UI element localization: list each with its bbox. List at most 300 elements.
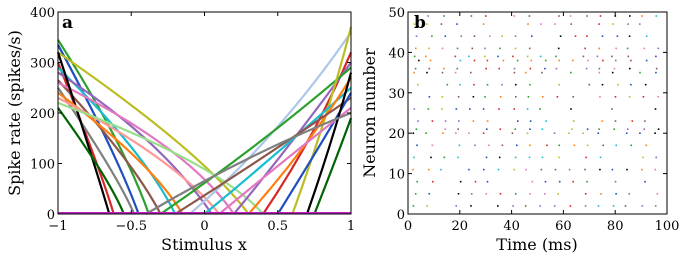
y-tick-label: 50 (388, 6, 405, 21)
spike-dot (642, 205, 644, 207)
spike-dot (555, 169, 557, 171)
spike-dot (425, 56, 427, 58)
x-tick-label: 0 (200, 219, 209, 234)
spike-dot (602, 60, 604, 62)
spike-dot (488, 145, 490, 147)
spike-dot (416, 181, 418, 183)
spike-dot (513, 169, 515, 171)
spike-dot (487, 84, 489, 86)
spike-dot (560, 35, 562, 37)
spike-dot (598, 48, 600, 50)
spike-dot (460, 35, 462, 37)
spike-dot (442, 96, 444, 98)
spike-dot (512, 56, 514, 58)
spike-dot (599, 72, 601, 74)
spike-dot (426, 23, 428, 25)
spike-dot (413, 72, 415, 74)
spike-dot (485, 68, 487, 70)
spike-dot (612, 72, 614, 74)
spike-dot (529, 15, 531, 17)
spike-dot (654, 132, 656, 134)
spike-dot (642, 157, 644, 159)
spike-dot (445, 35, 447, 37)
spike-dot (429, 193, 431, 195)
spike-dot (570, 205, 572, 207)
spike-dot (512, 132, 514, 134)
spike-dot (656, 15, 658, 17)
spike-dot (574, 145, 576, 147)
spike-dot (426, 205, 428, 207)
spike-dot (529, 48, 531, 50)
x-tick-label: −0.5 (115, 219, 148, 234)
spike-dot (515, 193, 517, 195)
spike-dot (615, 96, 617, 98)
spike-dot (630, 84, 632, 86)
panel-b-y-ticks (388, 6, 667, 223)
spike-dot (530, 68, 532, 70)
spike-dot (555, 56, 557, 58)
spike-dot (413, 205, 415, 207)
spike-dot (558, 84, 560, 86)
spike-dot (639, 23, 641, 25)
spike-dot (474, 35, 476, 37)
spike-dot (443, 15, 445, 17)
spike-dot (597, 56, 599, 58)
spike-dot (430, 60, 432, 62)
spike-dot (486, 193, 488, 195)
spike-dot (468, 169, 470, 171)
spike-dot (474, 60, 476, 62)
spike-dot (627, 48, 629, 50)
spike-dot (515, 84, 517, 86)
spike-dot (428, 169, 430, 171)
panel-b-axes-frame (408, 12, 667, 214)
spike-dot (483, 108, 485, 110)
spike-dot (600, 15, 602, 17)
spike-dot (545, 120, 547, 122)
spike-dot (445, 128, 447, 130)
y-tick-label: 0 (396, 208, 405, 223)
spike-dot (655, 157, 657, 159)
y-tick-label: 40 (388, 46, 405, 62)
spike-dot (429, 96, 431, 98)
spike-dot (459, 145, 461, 147)
spike-dot (512, 205, 514, 207)
spike-dot (541, 169, 543, 171)
spike-dot (515, 96, 517, 98)
spike-dot (657, 193, 659, 195)
spike-dot (586, 15, 588, 17)
panel-a-chart (5, 6, 355, 254)
spike-dot (540, 56, 542, 58)
spike-dot (457, 128, 459, 130)
spike-dot (529, 193, 531, 195)
spike-dot (471, 193, 473, 195)
spike-dot (426, 72, 428, 74)
spike-dot (444, 157, 446, 159)
x-tick-label: 40 (503, 219, 520, 234)
spike-dot (617, 84, 619, 86)
spike-dot (589, 84, 591, 86)
spike-dot (531, 35, 533, 37)
spike-dot (525, 205, 527, 207)
spike-dot (501, 84, 503, 86)
spike-dot (425, 132, 427, 134)
spike-dot (585, 157, 587, 159)
spike-dot (489, 35, 491, 37)
spike-dot (445, 120, 447, 122)
spike-dot (626, 169, 628, 171)
spike-dot (570, 23, 572, 25)
spike-dot (554, 205, 556, 207)
spike-dot (602, 120, 604, 122)
spike-dot (598, 128, 600, 130)
spike-dot (500, 96, 502, 98)
spike-dot (515, 35, 517, 37)
spike-dot (646, 145, 648, 147)
spike-dot (599, 169, 601, 171)
spike-dot (499, 157, 501, 159)
spike-dot (646, 60, 648, 62)
spike-dot (657, 96, 659, 98)
spike-dot (485, 15, 487, 17)
spike-dot (646, 35, 648, 37)
spike-dot (573, 120, 575, 122)
spike-dot (455, 205, 457, 207)
spike-dot (528, 96, 530, 98)
spike-dot (527, 56, 529, 58)
spike-dot (568, 132, 570, 134)
spike-dot (613, 128, 615, 130)
spike-dot (558, 157, 560, 159)
spike-dot (457, 157, 459, 159)
spike-dot (655, 108, 657, 110)
spike-dot (514, 15, 516, 17)
spike-dot (414, 108, 416, 110)
x-tick-label: 0 (403, 219, 413, 234)
spike-dot (617, 35, 619, 37)
spike-dot (457, 48, 459, 50)
spike-dot (497, 56, 499, 58)
spike-dot (514, 72, 516, 74)
spike-dot (497, 205, 499, 207)
panel-b-ylabel: Neuron number (360, 48, 379, 178)
spike-dot (615, 60, 617, 62)
spike-dot (498, 169, 500, 171)
spike-dot (584, 169, 586, 171)
spike-dot (500, 193, 502, 195)
spike-dot (643, 128, 645, 130)
spike-dot (544, 193, 546, 195)
spike-dot (570, 15, 572, 17)
spike-dot (586, 35, 588, 37)
spike-dot (575, 35, 577, 37)
spike-dot (529, 128, 531, 130)
spike-dot (428, 48, 430, 50)
spike-dot (585, 205, 587, 207)
spike-dot (484, 48, 486, 50)
spike-dot (527, 23, 529, 25)
spike-dot (484, 56, 486, 58)
spike-dot (531, 60, 533, 62)
spike-dot (530, 120, 532, 122)
spike-dot (654, 169, 656, 171)
spike-dot (656, 68, 658, 70)
spike-dot (611, 56, 613, 58)
spike-dot (539, 108, 541, 110)
spike-dot (557, 193, 559, 195)
spike-dot (541, 72, 543, 74)
spike-dot (456, 23, 458, 25)
spike-dot (503, 60, 505, 62)
spike-dot (413, 132, 415, 134)
spike-dot (527, 108, 529, 110)
y-tick-label: 300 (30, 56, 55, 72)
spike-dot (655, 205, 657, 207)
spike-dot (630, 60, 632, 62)
spike-dot (602, 35, 604, 37)
spike-dot (598, 205, 600, 207)
spike-dot (587, 128, 589, 130)
spike-dot (429, 68, 431, 70)
spike-dot (627, 23, 629, 25)
spike-dot (499, 48, 501, 50)
spike-dot (468, 56, 470, 58)
spike-dot (458, 193, 460, 195)
spike-dot (455, 132, 457, 134)
panel-b-label: b (414, 13, 426, 33)
spike-dot (502, 145, 504, 147)
spike-dot (418, 60, 420, 62)
spike-dot (455, 56, 457, 58)
y-tick-label: 200 (30, 107, 55, 122)
spike-dot (487, 120, 489, 122)
spike-dot (428, 108, 430, 110)
spike-dot (602, 84, 604, 86)
spike-dot (458, 96, 460, 98)
tuning-curve-13 (58, 103, 263, 214)
spike-dot (626, 132, 628, 134)
spike-dot (658, 48, 660, 50)
spike-dot (615, 145, 617, 147)
spike-dot (417, 120, 419, 122)
spike-dot (515, 128, 517, 130)
spike-dot (432, 145, 434, 147)
spike-dot (599, 68, 601, 70)
spike-dot (542, 128, 544, 130)
spike-dot (501, 35, 503, 37)
spike-dot (469, 108, 471, 110)
spike-dot (573, 96, 575, 98)
y-tick-label: 100 (30, 157, 55, 173)
tuning-curve-24 (219, 108, 351, 214)
spike-dot (487, 60, 489, 62)
spike-dot (586, 181, 588, 183)
spike-dot (625, 205, 627, 207)
spike-dot (514, 68, 516, 70)
spike-dot (483, 23, 485, 25)
spike-dot (455, 72, 457, 74)
spike-dot (441, 108, 443, 110)
spike-dot (427, 15, 429, 17)
spike-dot (600, 157, 602, 159)
spike-dot (641, 169, 643, 171)
panel-a-series-lines (58, 27, 351, 214)
spike-dot (572, 181, 574, 183)
spike-dot (431, 35, 433, 37)
spike-dot (639, 72, 641, 74)
x-tick-label: 100 (654, 219, 679, 234)
spike-dot (615, 120, 617, 122)
panel-a-xlabel: Stimulus x (161, 235, 247, 254)
spike-dot (529, 145, 531, 147)
y-tick-label: 0 (46, 208, 55, 223)
spike-dot (525, 72, 527, 74)
spike-dot (583, 56, 585, 58)
spike-dot (456, 108, 458, 110)
spike-dot (586, 68, 588, 70)
spike-dot (569, 169, 571, 171)
panel-a-ylabel: Spike rate (spikes/s) (5, 30, 24, 196)
y-tick-label: 400 (30, 6, 55, 21)
y-tick-label: 20 (388, 127, 405, 143)
spike-dot (515, 48, 517, 50)
spike-dot (475, 181, 477, 183)
spike-dot (430, 157, 432, 159)
x-tick-label: 1 (346, 219, 356, 234)
spike-dot (644, 120, 646, 122)
spike-dot (529, 84, 531, 86)
spike-dot (558, 15, 560, 17)
spike-dot (484, 96, 486, 98)
spike-dot (516, 145, 518, 147)
spike-dot (470, 72, 472, 74)
spike-dot (415, 68, 417, 70)
spike-dot (628, 56, 630, 58)
y-tick-label: 30 (388, 86, 405, 102)
spike-dot (615, 48, 617, 50)
spike-dot (643, 96, 645, 98)
spike-dot (598, 23, 600, 25)
panel-a-label: a (62, 13, 74, 33)
spike-dot (459, 84, 461, 86)
spike-dot (542, 96, 544, 98)
spike-dot (629, 15, 631, 17)
spike-dot (629, 68, 631, 70)
spike-dot (440, 169, 442, 171)
spike-dot (570, 72, 572, 74)
spike-dot (414, 56, 416, 58)
spike-dot (468, 132, 470, 134)
spike-dot (442, 132, 444, 134)
spike-dot (470, 205, 472, 207)
spike-dot (415, 193, 417, 195)
spike-dot (473, 84, 475, 86)
spike-dot (498, 108, 500, 110)
spike-dot (416, 145, 418, 147)
spike-dot (416, 35, 418, 37)
spike-dot (584, 48, 586, 50)
spike-dot (539, 205, 541, 207)
spike-dot (559, 181, 561, 183)
spike-dot (556, 68, 558, 70)
spike-dot (432, 120, 434, 122)
spike-dot (614, 68, 616, 70)
y-tick-label: 10 (388, 167, 405, 183)
spike-dot (612, 169, 614, 171)
spike-dot (639, 132, 641, 134)
spike-dot (442, 72, 444, 74)
spike-dot (644, 181, 646, 183)
spike-dot (658, 128, 660, 130)
spike-dot (498, 68, 500, 70)
spike-dot (611, 108, 613, 110)
spike-dot (546, 145, 548, 147)
spike-dot (529, 157, 531, 159)
x-tick-label: −1 (48, 219, 68, 234)
spike-dot (600, 193, 602, 195)
spike-dot (447, 84, 449, 86)
spike-dot (532, 181, 534, 183)
x-tick-label: 80 (606, 219, 624, 234)
spike-dot (628, 193, 630, 195)
spike-dot (585, 193, 587, 195)
spike-dot (460, 181, 462, 183)
spike-dot (514, 108, 516, 110)
spike-dot (471, 15, 473, 17)
spike-dot (472, 48, 474, 50)
x-tick-label: 20 (451, 219, 469, 234)
x-tick-label: 0.5 (267, 219, 289, 234)
spike-dot (544, 68, 546, 70)
spike-dot (517, 60, 519, 62)
panel-b-xlabel: Time (ms) (496, 235, 578, 254)
spike-dot (413, 157, 415, 159)
spike-dot (443, 68, 445, 70)
spike-dot (632, 120, 634, 122)
spike-dot (517, 120, 519, 122)
spike-dot (527, 132, 529, 134)
spike-dot (487, 181, 489, 183)
tuning-curve-10 (58, 52, 109, 214)
spike-dot (486, 128, 488, 130)
spike-dot (415, 48, 417, 50)
spike-dot (615, 181, 617, 183)
x-tick-label: 60 (555, 219, 572, 234)
spike-dot (540, 23, 542, 25)
spike-dot (412, 169, 414, 171)
spike-dot (525, 169, 527, 171)
spike-dot (570, 108, 572, 110)
spike-dot (545, 60, 547, 62)
spike-dot (558, 60, 560, 62)
spike-dot (416, 128, 418, 130)
spike-dot (627, 128, 629, 130)
spike-dot (457, 68, 459, 70)
spike-dot (500, 128, 502, 130)
panel-b-chart (360, 6, 679, 254)
spike-dot (645, 84, 647, 86)
spike-dot (474, 145, 476, 147)
spike-dot (641, 15, 643, 17)
spike-dot (483, 132, 485, 134)
spike-dot (644, 48, 646, 50)
panel-b-spike-raster (412, 15, 659, 207)
spike-dot (572, 60, 574, 62)
spike-dot (441, 23, 443, 25)
spike-dot (542, 157, 544, 159)
spike-dot (655, 72, 657, 74)
